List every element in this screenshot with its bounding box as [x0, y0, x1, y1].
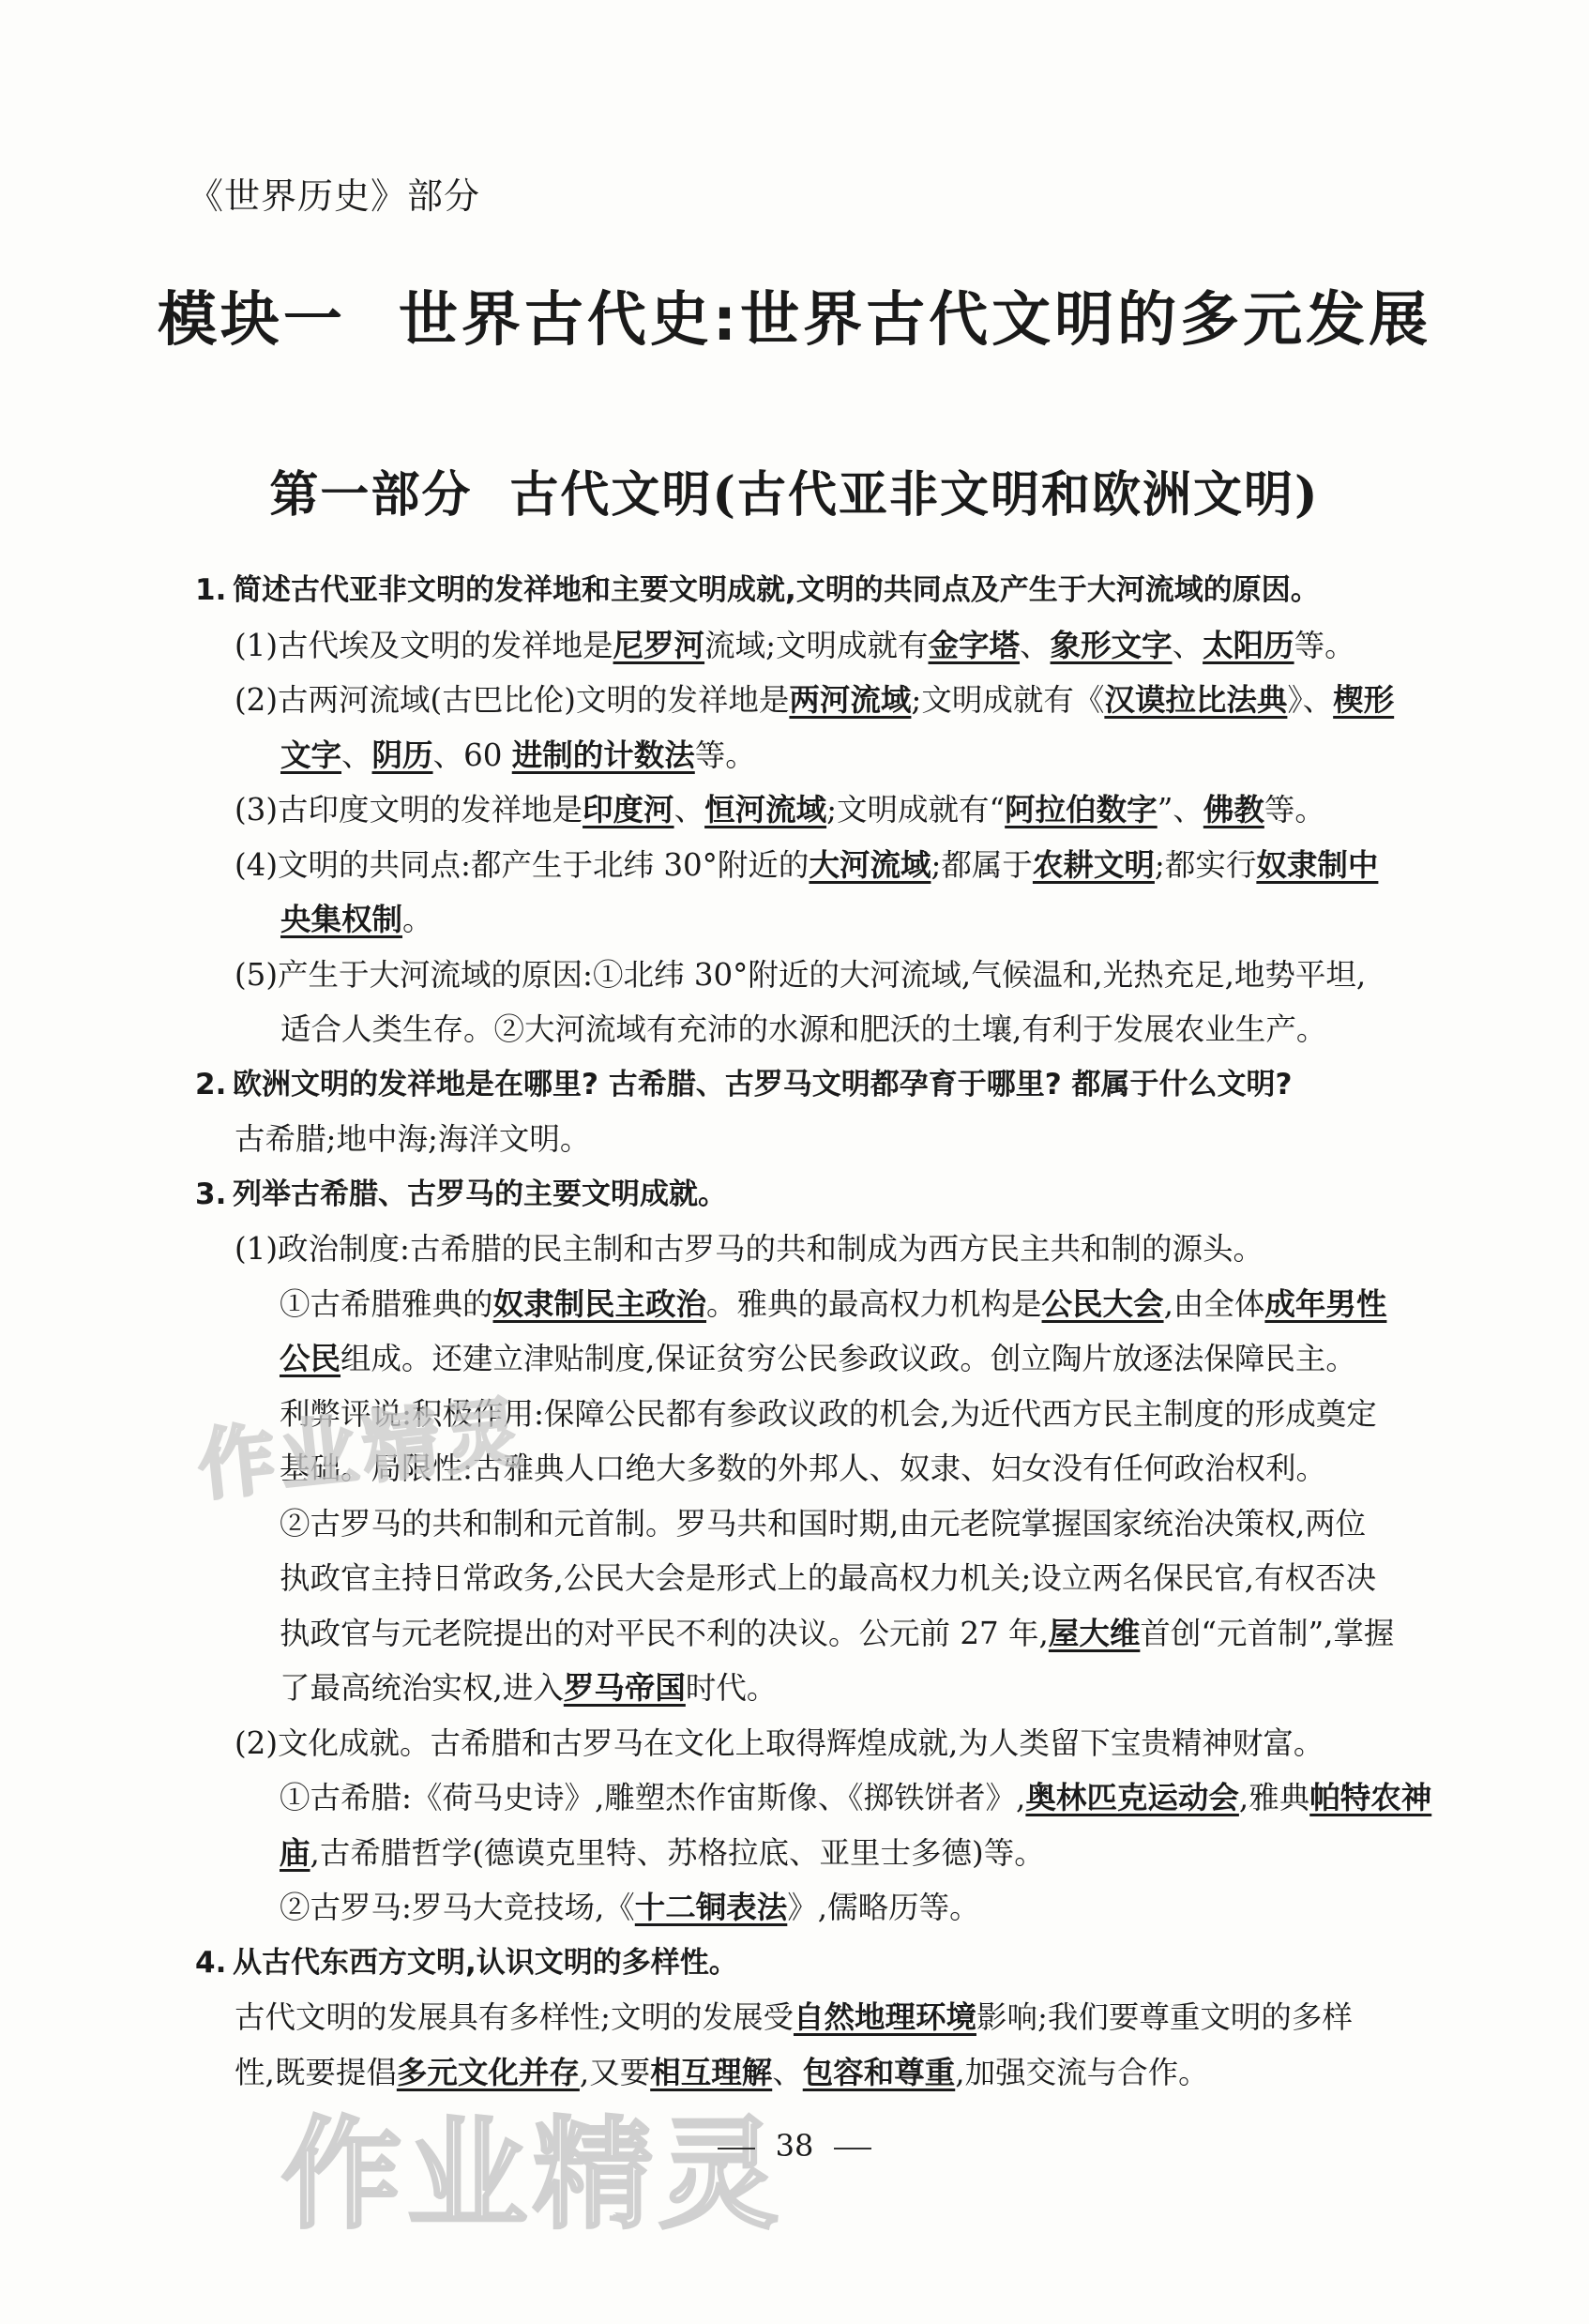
- key-term: 奴隶制中: [1256, 846, 1379, 883]
- key-term: 恒河流域: [704, 792, 827, 828]
- question-3-title: 3. 列举古希腊、古罗马的主要文明成就。: [195, 1177, 727, 1211]
- key-term: 奴隶制民主政治: [492, 1285, 707, 1322]
- answer-3-1-b: 利弊评说:积极作用:保障公民都有参政议政的机会,为近代西方民主制度的形成奠定: [280, 1395, 1377, 1432]
- answer-3-2-a-cont: 庙,古希腊哲学(德谟克里特、苏格拉底、亚里士多德)等。: [280, 1834, 1045, 1871]
- key-term: 奥林匹克运动会: [1025, 1780, 1239, 1815]
- dash-right: [834, 2148, 871, 2149]
- answer-3-1-a-cont: 公民组成。还建立津贴制度,保证贫穷公民参政议政。创立陶片放逐法保障民主。: [280, 1341, 1356, 1376]
- key-term: 两河流域: [789, 682, 912, 718]
- answer-1-3: (3)古印度文明的发祥地是印度河、恒河流域;文明成就有“阿拉伯数字”、佛教等。: [235, 792, 1325, 828]
- section-title-text: 古代文明(古代亚非文明和欧洲文明): [509, 466, 1320, 524]
- key-term: 成年男性: [1264, 1285, 1387, 1322]
- key-term: 屋大维: [1048, 1615, 1141, 1651]
- key-term: 相互理解: [650, 2054, 773, 2090]
- key-term: 农耕文明: [1032, 846, 1155, 883]
- key-term: 象形文字: [1050, 627, 1173, 663]
- answer-3-2-b: ②古罗马:罗马大竞技场,《十二铜表法》,儒略历等。: [280, 1890, 980, 1925]
- answer-1-2-cont: 文字、阴历、60 进制的计数法等。: [280, 737, 756, 773]
- answer-3-1-a: ①古希腊雅典的奴隶制民主政治。雅典的最高权力机构是公民大会,由全体成年男性: [280, 1285, 1387, 1322]
- key-term: 尼罗河: [613, 627, 705, 663]
- answer-3-1-b-cont: 基础。局限性:古雅典人口绝大多数的外邦人、奴隶、妇女没有任何政治权利。: [280, 1451, 1326, 1486]
- watermark-mid: 作业精灵: [193, 1388, 532, 1512]
- section-title: [0, 455, 1589, 525]
- answer-1-2: (2)古两河流域(古巴比伦)文明的发祥地是两河流域;文明成就有《汉谟拉比法典》、楔形: [235, 682, 1395, 718]
- key-term: 自然地理环境: [793, 1999, 976, 2035]
- key-term: 阴历: [371, 737, 433, 773]
- question-4-title: 4. 从古代东西方文明,认识文明的多样性。: [195, 1945, 738, 1980]
- key-term: 公民大会: [1041, 1285, 1164, 1322]
- key-term: 佛教: [1203, 792, 1264, 828]
- answer-1-5-cont: 适合人类生存。②大河流域有充沛的水源和肥沃的土壤,有利于发展农业生产。: [280, 1011, 1327, 1047]
- watermark-bottom: 作业精灵: [281, 2105, 785, 2245]
- key-term: 庙: [280, 1834, 310, 1871]
- dash-left: [718, 2148, 755, 2149]
- question-list: [195, 563, 1480, 2100]
- answer-4-cont: 性,既要提倡多元文化并存,又要相互理解、包容和尊重,加强交流与合作。: [235, 2054, 1209, 2090]
- section-number: 第一部分: [269, 466, 473, 524]
- answer-4: 古代文明的发展具有多样性;文明的发展受自然地理环境影响;我们要尊重文明的多样: [235, 1999, 1353, 2035]
- key-term: 大河流域: [809, 846, 931, 883]
- key-term: 进制的计数法: [511, 737, 695, 773]
- key-term: 公民: [280, 1341, 341, 1376]
- page-number: 38: [0, 2128, 1589, 2164]
- key-term: 多元文化并存: [396, 2054, 580, 2090]
- module-number: 模块一: [157, 285, 346, 354]
- key-term: 十二铜表法: [634, 1890, 788, 1925]
- key-term: 汉谟拉比法典: [1104, 682, 1288, 718]
- part-label: 《世界历史》部分: [188, 175, 481, 217]
- answer-3-1-c: ②古罗马的共和制和元首制。罗马共和国时期,由元老院掌握国家统治决策权,两位: [280, 1505, 1367, 1542]
- key-term: 印度河: [583, 792, 674, 828]
- answer-1-4: (4)文明的共同点:都产生于北纬 30°附近的大河流域;都属于农耕文明;都实行奴隶制中: [235, 846, 1379, 883]
- answer-3-1-c-4: 了最高统治实权,进入罗马帝国时代。: [280, 1670, 778, 1706]
- question-1-title: 1. 简述古代亚非文明的发祥地和主要文明成就,文明的共同点及产生于大河流域的原因。: [195, 573, 1320, 607]
- answer-1-4-cont: 央集权制。: [280, 902, 433, 937]
- key-term: 央集权制: [280, 902, 403, 937]
- answer-2: 古希腊;地中海;海洋文明。: [235, 1121, 591, 1157]
- answer-1-1: (1)古代埃及文明的发祥地是尼罗河流域;文明成就有金字塔、象形文字、太阳历等。: [235, 627, 1355, 663]
- answer-3-1-c-3: 执政官与元老院提出的对平民不利的决议。公元前 27 年,屋大维首创“元首制”,掌握: [280, 1615, 1395, 1651]
- answer-3-2: (2)文化成就。古希腊和古罗马在文化上取得辉煌成就,为人类留下宝贵精神财富。: [235, 1724, 1324, 1761]
- key-term: 金字塔: [928, 627, 1021, 663]
- key-term: 帕特农神: [1309, 1780, 1432, 1815]
- answer-1-5: (5)产生于大河流域的原因:①北纬 30°附近的大河流域,气候温和,光热充足,地势平坦,: [235, 956, 1367, 993]
- module-title-text: 世界古代史:世界古代文明的多元发展: [398, 285, 1432, 354]
- key-term: 文字: [280, 737, 342, 773]
- module-title: [0, 272, 1589, 357]
- answer-3-1-c-2: 执政官主持日常政务,公民大会是形式上的最高权力机关;设立两名保民官,有权否决: [280, 1560, 1377, 1596]
- key-term: 包容和尊重: [802, 2054, 956, 2090]
- key-term: 阿拉伯数字: [1005, 792, 1158, 828]
- answer-3-1: (1)政治制度:古希腊的民主制和古罗马的共和制成为西方民主共和制的源头。: [235, 1231, 1264, 1267]
- key-term: 楔形: [1333, 682, 1395, 718]
- key-term: 罗马帝国: [563, 1670, 686, 1706]
- answer-3-2-a: ①古希腊:《荷马史诗》,雕塑杰作宙斯像、《掷铁饼者》,奥林匹克运动会,雅典帕特农神: [280, 1780, 1432, 1815]
- key-term: 太阳历: [1203, 627, 1294, 663]
- question-2-title: 2. 欧洲文明的发祥地是在哪里? 古希腊、古罗马文明都孕育于哪里? 都属于什么文明?: [195, 1067, 1293, 1101]
